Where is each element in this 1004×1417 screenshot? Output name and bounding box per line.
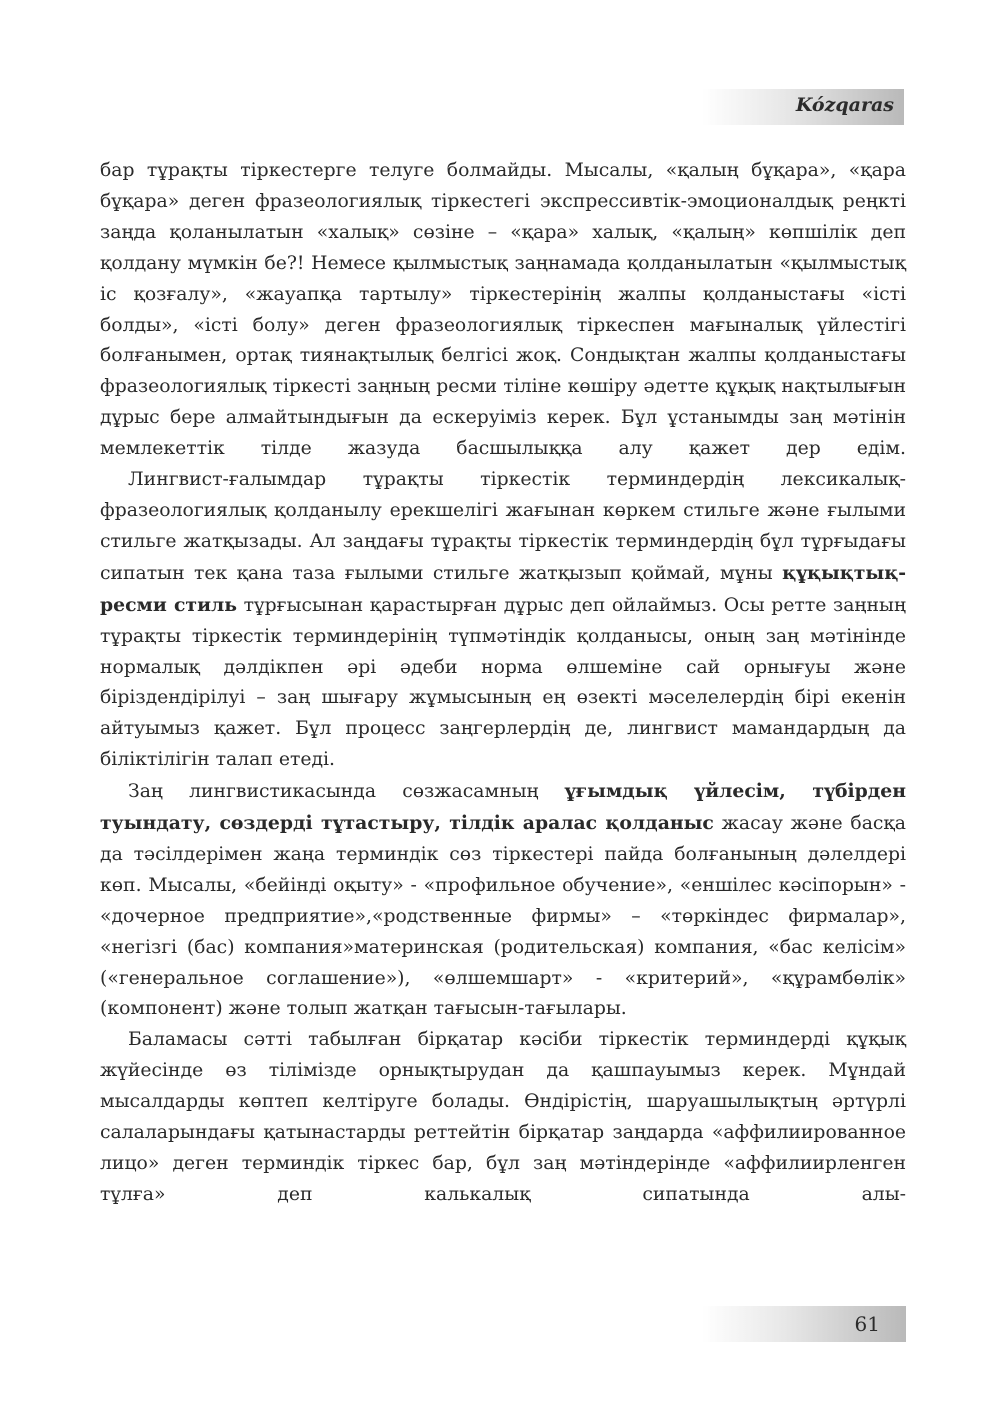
- paragraph-1-text: бар тұрақты тіркестерге телуге болмайды. Мысалы, «қалың бұқара», «қара бұқара» деген фразеологиялық тіркестегі экспрессивтік-эмоционалдық реңкті заңда қоланылатын «халық» сөзіне – «қара» халық, «қалың» көпшілік деп қолдану мүмкін бе?! Немесе қылмыстық заңнамада қолданылатын «қылмыстық іс қозғалу», «жауапқа тартылу» тіркестерінің жалпы қолданыстағы «істі болды», «істі болу» деген фразеологиялық тіркеспен мағыналық үйлестігі болғанымен, ортақ тиянақтылық белгісі жоқ. Сондықтан жалпы қолданыстағы фразеологиялық тіркесті заңның ресми тіліне көшіру әдетте құқық нақтылығын дұрыс бере алмайтындығын да ескеруіміз керек. Бұл ұстанымды заң мәтінін мемлекеттік тілде жазуда басшылыққа алу қажет дер едім.: [100, 160, 906, 460]
- body-text: [100, 156, 906, 1211]
- paragraph-1: [100, 156, 906, 465]
- running-header: [702, 89, 904, 125]
- paragraph-3-bold-terms: ұғымдық үйлесім, түбірден туындату, сөздерді тұтастыру, тілдік аралас қолданыс: [100, 780, 906, 835]
- paragraph-4-text: Баламасы сәтті табылған бірқатар кәсіби тіркестік терминдерді құқық жүйесінде өз тілімізде орнықтырудан да қашпауымыз керек. Мұндай мысалдарды көптеп келтіруге болады. Өндірістің, шаруашылықтың әртүрлі салаларындағы қатынастарды реттейтін бірқатар заңдарда «аффилиированное лицо» деген терминдік тіркес бар, бұл заң мәтіндерінде «аффилиирленген тұлға» деп калькалық сипатында алы-: [100, 1029, 906, 1205]
- paragraph-4: [100, 1025, 906, 1210]
- page-number: 61: [854, 1312, 880, 1336]
- paragraph-3-text-b: жасау және басқа да тәсілдерімен жаңа терминдік сөз тіркестері пайда болғанының дәлелдері көп. Мысалы, «бейінді оқыту» - «профильное обучение», «еншілес кәсіпорын» - «дочерное предприятие»,«родственные фирмы» – «төркіндес фирмалар», «негізгі (бас) компания»материнская (родительская) компания, «бас келісім» («генеральное соглашение»), «өлшемшарт» - «критерий», «құрамбөлік» (компонент) және толып жатқан тағысын-тағылары.: [100, 813, 907, 1020]
- running-header-title: Kózqaras: [795, 94, 894, 116]
- paragraph-2-text-b: тұрғысынан қарастырған дұрыс деп ойлаймыз. Осы ретте заңның тұрақты тіркестік терминдерінің түпмәтіндік қолданысы, оның заң мәтінінде нормалық дәлдікпен әрі әдеби норма өлшеміне сай орнығуы және біріздендірілуі – заң шығару жұмысының ең өзекті мәселелердің бірі екенін айтуымыз қажет. Бұл процесс заңгерлердің де, лингвист мамандардың да біліктілігін талап етеді.: [100, 594, 906, 771]
- paragraph-3: [100, 776, 906, 1025]
- page-footer: [702, 1306, 906, 1342]
- paragraph-2-bold-term: құқықтық-ресми стиль: [100, 561, 906, 616]
- paragraph-2-text-a: Лингвист-ғалымдар тұрақты тіркестік терминдердің лексикалық-фразеологиялық қолданылу ерекшелігі жағынан көркем стильге және ғылыми стильге жатқызады. Ал заңдағы тұрақты тіркестік терминдердің бұл тұрғыдағы сипатын тек қана таза ғылыми стильге жатқызып қоймай, мұны: [100, 469, 906, 584]
- paragraph-3-text-a: Заң лингвистикасында сөзжасамның: [128, 781, 565, 803]
- paragraph-2: [100, 465, 906, 776]
